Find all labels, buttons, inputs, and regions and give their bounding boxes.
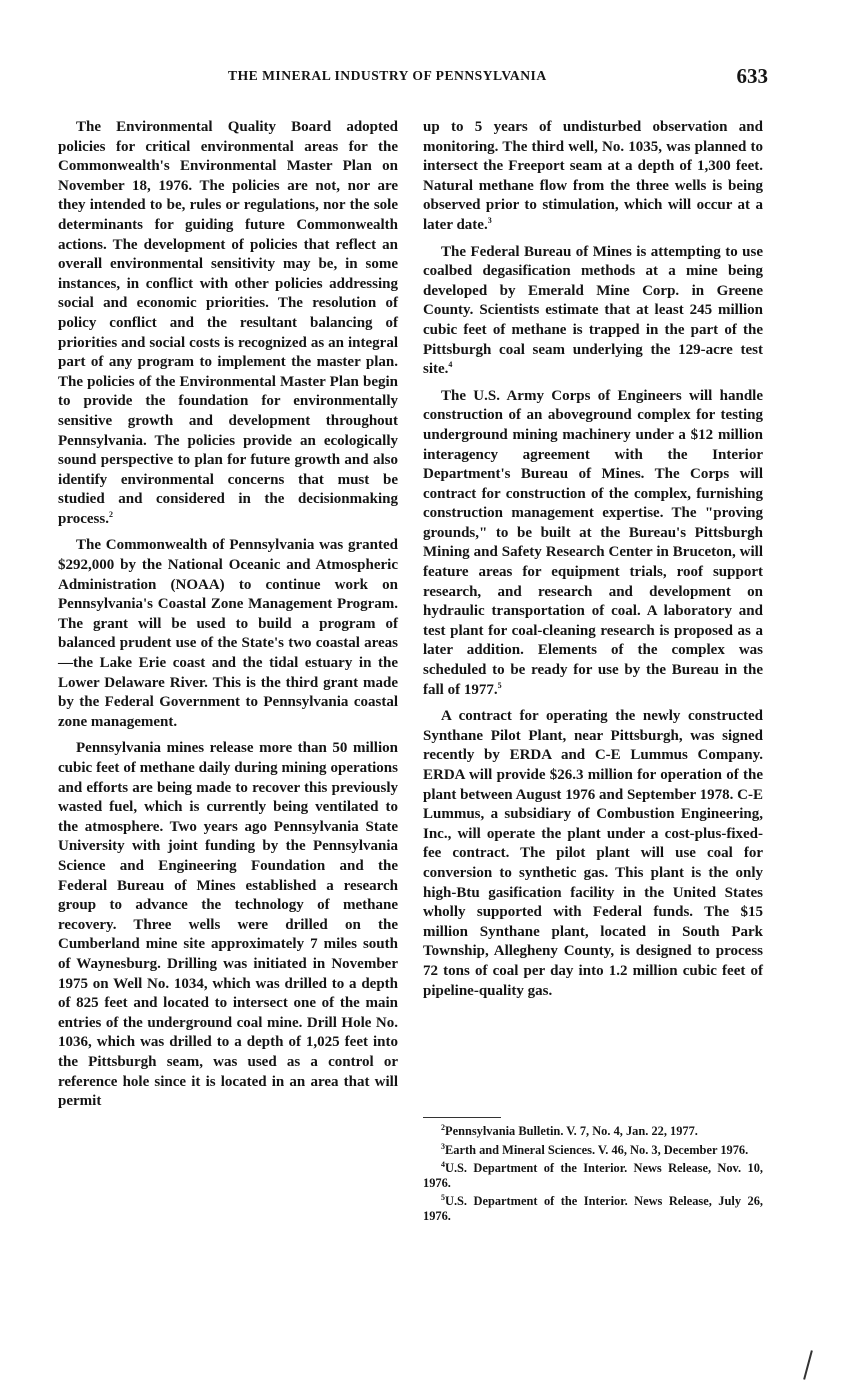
footnote-ref-2: 2 <box>108 509 113 519</box>
coalbed-degasification-paragraph: The Federal Bureau of Mines is attempting to use coalbed degasification methods at a mine being developed by Emerald Mine Corp. in Greene County. Scientists estimate that at least 245 million cubic feet of methane is trapped in the part of the Pittsburgh coal seam underlying the 129-acre test site.$^4$ <box>423 243 763 378</box>
footnote-divider <box>423 1117 501 1118</box>
right-text-column <box>423 118 763 1008</box>
running-head: THE MINERAL INDUSTRY OF PENNSYLVANIA <box>228 68 547 83</box>
methane-recovery-paragraph: Pennsylvania mines release more than 50 million cubic feet of methane daily during mining operations and efforts are being made to recover this previously wasted fuel, which is currently being ventilated to the atmosphere. Two years ago Pennsylvania State University with joint funding by the Pennsylvania Science and Engineering Foundation and the Federal Bureau of Mines established a research group to advance the technology of methane recovery. Three wells were drilled on the Cumberland mine site approximately 7 miles south of Waynesburg. Drilling was initiated in November 1975 on Well No. 1034, which was drilled to a depth of 825 feet and located to intersect one of the main entries of the underground coal mine. Drill Hole No. 1036, which was drilled to a depth of 1,025 feet into the Pittsburgh seam, was used as a control or reference hole since it is located in an area that will permit <box>58 740 398 1110</box>
footnote-ref-4: 4 <box>448 360 453 370</box>
synthane-plant-paragraph: A contract for operating the newly constructed Synthane Pilot Plant, near Pittsburgh, was signed recently by ERDA and C-E Lummus Company. ERDA will provide $26.3 million for operation of the plant between August 1976 and September 1978. C-E Lummus, a subsidiary of Combustion Engineering, Inc., will operate the plant under a cost-plus-fixed-fee contract. The pilot plant will use coal for conversion to synthetic gas. This plant is the only high-Btu gasification facility in the United States wholly supported with Federal funds. The $15 million Synthane plant, located in South Park Township, Allegheny County, is designed to process 72 tons of coal per day into 1.2 million cubic feet of pipeline-quality gas. <box>423 708 763 999</box>
scan-slash-mark <box>803 1350 813 1379</box>
page-number: 633 <box>736 64 768 88</box>
footnote-ref-3: 3 <box>487 215 492 225</box>
footnote-4: $^4$U.S. Department of the Interior. News Release, Nov. 10, 1976. <box>423 1160 763 1190</box>
observation-continuation-paragraph: up to 5 years of undisturbed observation and monitoring. The third well, No. 1035, was planned to intersect the Freeport seam at a depth of 1,300 feet. Natural methane flow from the three wells is being observed prior to stimulation, which will occur at a later date.$^3$ <box>423 119 763 233</box>
coastal-zone-paragraph: The Commonwealth of Pennsylvania was granted $292,000 by the National Oceanic and Atmospheric Administration (NOAA) to continue work on Pennsylvania's Coastal Zone Management Program. The grant will be used to build a program of balanced prudent use of the State's two coastal areas —the Lake Erie coast and the tidal estuary in the Lower Delaware River. This is the third grant made by the Federal Government to Pennsylvania coastal zone management. <box>58 537 398 730</box>
footnote-2: $^2$Pennsylvania Bulletin. V. 7, No. 4, Jan. 22, 1977. <box>441 1122 698 1138</box>
army-corps-paragraph: The U.S. Army Corps of Engineers will handle construction of an aboveground complex for testing underground mining machinery under a $12 million interagency agreement with the Interior Department's Bureau of Mines. The Corps will contract for construction of the complex, furnishing construction management expertise. The "proving grounds," to be built at the Bureau's Pittsburgh Mining and Safety Research Center in Bruceton, will feature areas for equipment trials, roof support research, and research and development on hydraulic transportation of coal. A laboratory and test plant for coal-cleaning research is proposed as a later addition. Elements of the complex was scheduled to be ready for use by the Bureau in the fall of 1977.$^5$ <box>423 387 763 698</box>
page-header <box>58 66 768 96</box>
footnote-3: $^3$Earth and Mineral Sciences. V. 46, No. 3, December 1976. <box>441 1141 749 1157</box>
left-text-column <box>58 118 398 1119</box>
footnote-5: $^5$U.S. Department of the Interior. News Release, July 26, 1976. <box>423 1193 763 1223</box>
environmental-policy-paragraph: The Environmental Quality Board adopted policies for critical environmental areas for the Commonwealth's Environmental Master Plan on November 18, 1976. The policies are not, nor are they intended to be, rules or regulations, nor the sole determinants for guiding future Commonwealth actions. The development of policies that reflect an overall environmental sensitivity may be, in some instances, in conflict with other policies addressing social and economic priorities. The resolution of policy conflict and the resultant balancing of priorities and social costs is recognized as an integral part of any program to implement the master plan. The policies of the Environmental Master Plan begin to provide the foundation for environmentally sensitive growth and development throughout Pennsylvania. The policies provide an ecologically sound perspective to plan for future growth and also identify environmental concerns that must be studied and considered in the decisionmaking process.$^2$ <box>58 119 398 527</box>
footnotes <box>423 1124 763 1228</box>
footnote-ref-5: 5 <box>497 680 502 690</box>
